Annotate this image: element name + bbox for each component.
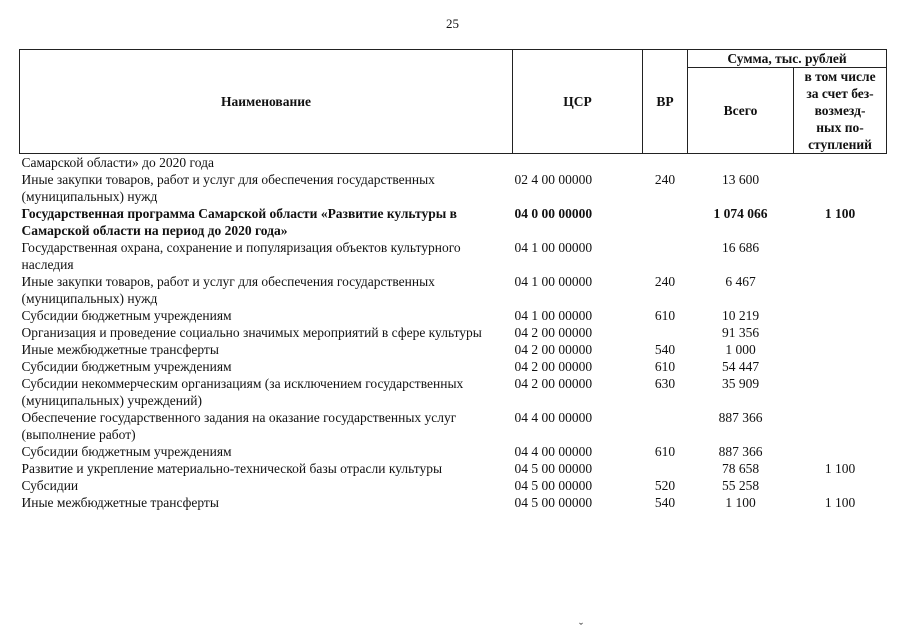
table-row: [20, 171, 887, 205]
table-row: [20, 494, 887, 511]
table-row: [20, 307, 887, 324]
cell-total: 91 356: [721, 325, 760, 340]
header-name: Наименование: [20, 50, 513, 154]
header-free-line: ступлений: [808, 137, 872, 152]
table-row: [20, 358, 887, 375]
cell-csr: 04 2 00 00000: [514, 376, 593, 391]
cell-free: [794, 239, 887, 273]
cell-total: 1 100: [725, 495, 756, 510]
table-row: [20, 154, 887, 172]
cell-csr: 02 4 00 00000: [514, 172, 593, 187]
header-free-line: ных по-: [816, 120, 864, 135]
cell-name: Иные закупки товаров, работ и услуг для обеспечения государственных (муниципальных) нужд: [21, 172, 435, 204]
table-row: [20, 460, 887, 477]
cell-free: [794, 358, 887, 375]
table-row: [20, 324, 887, 341]
table-row: [20, 239, 887, 273]
cell-name: Субсидии бюджетным учреждениям: [21, 308, 232, 323]
table-row: [20, 273, 887, 307]
cell-name: Развитие и укрепление материально-технической базы отрасли культуры: [21, 461, 443, 476]
cell-name: Субсидии некоммерческим организациям (за исключением государственных (муниципальных) учреждений): [21, 376, 464, 408]
cell-total: 35 909: [721, 376, 760, 391]
cell-csr: 04 5 00 00000: [514, 478, 593, 493]
cell-total: 54 447: [721, 359, 760, 374]
cell-vr: 240: [654, 274, 676, 289]
cell-total: 78 658: [721, 461, 760, 476]
cell-vr: [643, 205, 688, 239]
cell-csr: 04 2 00 00000: [514, 359, 593, 374]
cell-total: 16 686: [721, 240, 760, 255]
cell-free: 1 100: [824, 206, 856, 221]
cell-name: Обеспечение государственного задания на оказание государственных услуг (выполнение работ): [21, 410, 457, 442]
cell-csr: 04 1 00 00000: [514, 240, 593, 255]
cell-vr: 610: [654, 359, 676, 374]
cell-csr: 04 5 00 00000: [514, 461, 593, 476]
cell-name: Организация и проведение социально значимых мероприятий в сфере культуры: [21, 325, 482, 340]
header-free-line: в том числе: [804, 69, 876, 84]
cell-total: 887 366: [718, 444, 763, 459]
cell-name: Субсидии бюджетным учреждениям: [21, 359, 232, 374]
header-total: Всего: [688, 68, 794, 154]
cell-vr: [643, 409, 688, 443]
cell-csr: 04 1 00 00000: [514, 308, 593, 323]
cell-free: [794, 409, 887, 443]
cell-vr: [643, 324, 688, 341]
cell-free: [794, 477, 887, 494]
cell-vr: 630: [654, 376, 676, 391]
scan-mark: ˇ: [579, 620, 583, 634]
cell-csr: 04 4 00 00000: [514, 444, 593, 459]
table-row: [20, 341, 887, 358]
cell-csr: 04 2 00 00000: [514, 325, 593, 340]
cell-free: [794, 375, 887, 409]
cell-free: [794, 341, 887, 358]
cell-free: [794, 307, 887, 324]
header-csr: ЦСР: [513, 50, 643, 154]
cell-vr: [643, 460, 688, 477]
page-number: 25: [446, 16, 459, 31]
cell-free: 1 100: [824, 461, 856, 476]
cell-total: 887 366: [718, 410, 763, 425]
table-row: [20, 409, 887, 443]
cell-free: 1 100: [824, 495, 856, 510]
cell-total: [688, 154, 794, 172]
cell-total: 6 467: [725, 274, 756, 289]
cell-name: Субсидии бюджетным учреждениям: [21, 444, 232, 459]
table-body: [20, 154, 887, 512]
cell-free: [794, 273, 887, 307]
cell-vr: 520: [654, 478, 676, 493]
cell-name: Государственная программа Самарской области «Развитие культуры в Самарской области на период до 2020 года»: [21, 206, 457, 238]
cell-free: [794, 443, 887, 460]
cell-vr: [643, 239, 688, 273]
cell-total: 10 219: [721, 308, 760, 323]
cell-csr: 04 5 00 00000: [514, 495, 593, 510]
cell-vr: [643, 154, 688, 172]
header-sum: Сумма, тыс. рублей: [688, 50, 887, 68]
budget-table: [19, 49, 887, 511]
cell-csr: 04 1 00 00000: [514, 274, 593, 289]
cell-csr: [513, 154, 643, 172]
cell-vr: 240: [654, 172, 676, 187]
table-row: [20, 375, 887, 409]
cell-free: [794, 171, 887, 205]
cell-total: 13 600: [721, 172, 760, 187]
cell-csr: 04 4 00 00000: [514, 410, 593, 425]
cell-csr: 04 0 00 00000: [514, 206, 593, 221]
cell-name: Иные межбюджетные трансферты: [21, 342, 219, 357]
cell-total: 55 258: [721, 478, 760, 493]
cell-name: Иные закупки товаров, работ и услуг для обеспечения государственных (муниципальных) нужд: [21, 274, 435, 306]
header-free-line: возмезд-: [814, 103, 866, 118]
header-free: [794, 68, 887, 154]
cell-name: Субсидии: [21, 478, 79, 493]
cell-name: Самарской области» до 2020 года: [21, 155, 214, 170]
cell-name: Иные межбюджетные трансферты: [21, 495, 219, 510]
cell-vr: 610: [654, 308, 676, 323]
cell-total: 1 074 066: [713, 206, 768, 221]
table-row: [20, 205, 887, 239]
header-vr: ВР: [643, 50, 688, 154]
cell-total: 1 000: [725, 342, 756, 357]
header-free-line: за счет без-: [806, 86, 874, 101]
table-row: [20, 443, 887, 460]
cell-vr: 610: [654, 444, 676, 459]
table-header: [20, 50, 887, 154]
cell-vr: 540: [654, 342, 676, 357]
cell-free: [794, 324, 887, 341]
cell-free: [794, 154, 887, 172]
cell-csr: 04 2 00 00000: [514, 342, 593, 357]
table-row: [20, 477, 887, 494]
cell-name: Государственная охрана, сохранение и популяризация объектов культурного наследия: [21, 240, 461, 272]
cell-vr: 540: [654, 495, 676, 510]
